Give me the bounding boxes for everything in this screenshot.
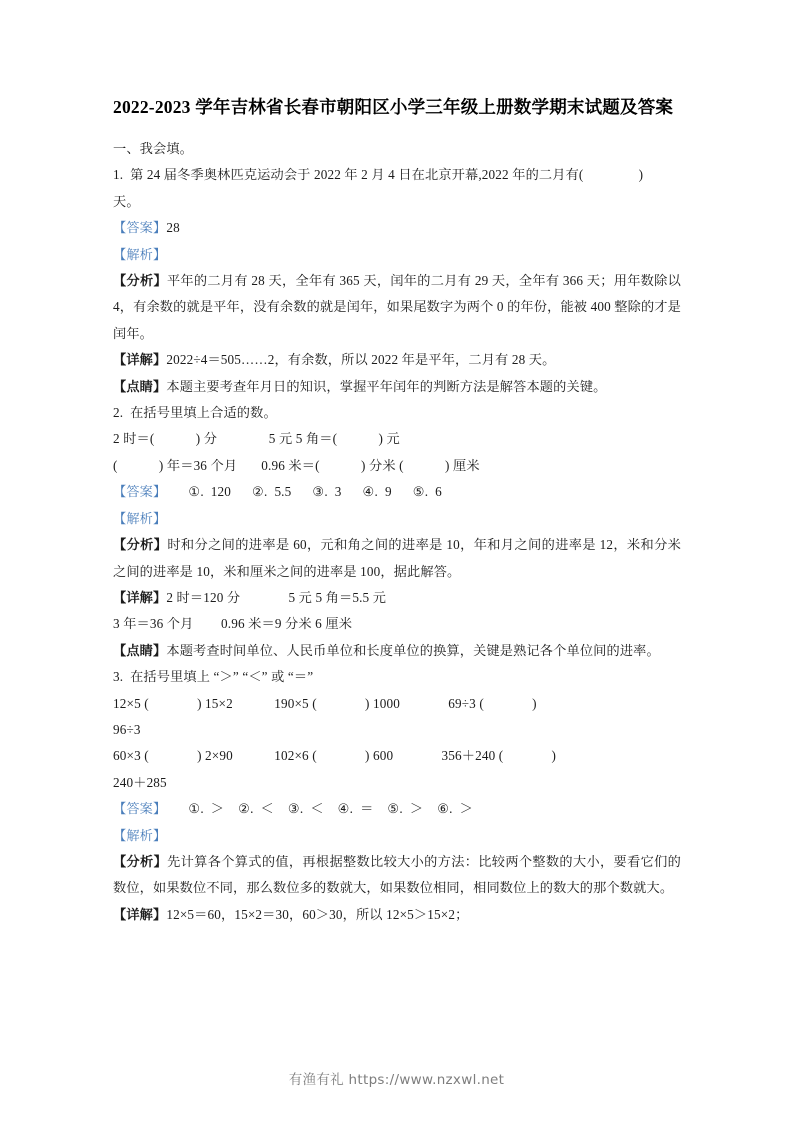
- q3-stem-line1: 3. 在括号里填上 “＞” “＜” 或 “＝”: [113, 669, 314, 685]
- q2-point-text: 本题考查时间单位、人民币单位和长度单位的换算，关键是熟记各个单位间的进率。: [166, 642, 660, 658]
- answer-label: 【答案】: [113, 220, 167, 236]
- analysis-block-label: 【解析】: [113, 827, 167, 843]
- q2-answer-1-value: 120: [210, 484, 232, 500]
- detail-label: 【详解】: [113, 906, 167, 922]
- point-label: 【点睛】: [113, 642, 167, 658]
- q3-answer-2-marker: ②.: [238, 801, 254, 817]
- q1-stem-line2: 天。: [113, 193, 140, 209]
- q3-compare-line4: 240＋285: [113, 774, 167, 790]
- q3-compare-line3: 60×3 ( ) 2×90 102×6 ( ) 600 356＋240 ( ): [113, 748, 557, 764]
- watermark: 有渔有礼 https://www.nzxwl.net: [288, 1072, 505, 1088]
- analysis-block-label: 【解析】: [113, 246, 167, 262]
- q2-answer-row: [113, 479, 681, 505]
- q3-answer-5-value: ＞: [409, 801, 424, 817]
- point-label: 【点睛】: [113, 378, 167, 394]
- q3-compare-line1: 12×5 ( ) 15×2 190×5 ( ) 1000 69÷3 ( ): [113, 695, 537, 711]
- q1-stem-line1: 1. 第 24 届冬季奥林匹克运动会于 2022 年 2 月 4 日在北京开幕,2022 年的二月有( ): [113, 167, 644, 183]
- q1-answer-row: [113, 215, 681, 241]
- q2-analysis-text: 时和分之间的进率是 60，元和角之间的进率是 10，年和月之间的进率是 12，米和分米之间的进率是 10，米和厘米之间的进率是 100，据此解答。: [113, 537, 681, 579]
- q3-analysis-text: 先计算各个算式的值，再根据整数比较大小的方法：比较两个整数的大小，要看它们的数位，如果数位不同，那么数位多的数就大，如果数位相同，相同数位上的数大的那个数就大。: [113, 853, 681, 896]
- q1-detail-row: [113, 347, 681, 373]
- q3-answer-6-value: ＞: [459, 801, 473, 817]
- q3-answer-3-marker: ③.: [287, 801, 304, 817]
- q2-answer-5-value: 6: [435, 484, 442, 500]
- q3-compare-line2: 96÷3: [113, 721, 141, 737]
- q1-point-row: [113, 374, 681, 400]
- q2-answer-2-marker: ②.: [252, 484, 268, 500]
- section-heading: 一、我会填。: [113, 141, 194, 156]
- q2-fill-line2: ( ) 年＝36 个月 0.96 米＝( ) 分米 ( ) 厘米: [113, 457, 480, 473]
- detail-label: 【详解】: [113, 589, 167, 605]
- q2-answer-2-value: 5.5: [274, 484, 292, 500]
- q3-answer-6-marker: ⑥.: [437, 801, 453, 817]
- q2-analysis-block-label: [113, 506, 681, 532]
- q3-answer-5-marker: ⑤.: [387, 801, 403, 817]
- q2-answer-3-marker: ③.: [312, 484, 328, 500]
- q2-answer-1-marker: ①.: [188, 484, 204, 500]
- q1-answer-value: 28: [166, 220, 180, 236]
- q2-stem-line1: 2. 在括号里填上合适的数。: [113, 405, 277, 421]
- q3-answer-2-value: ＜: [260, 801, 274, 817]
- q2-detail-line2: 3 年＝36 个月 0.96 米＝9 分米 6 厘米: [113, 616, 353, 632]
- analysis-label: 【分析】: [113, 273, 167, 289]
- q3-analysis-block-label: [113, 823, 681, 849]
- answer-label: 【答案】: [113, 801, 167, 817]
- q3-answer-1-value: ＞: [210, 801, 225, 817]
- q1-detail-text: 2022÷4＝505……2，有余数，所以 2022 年是平年，二月有 28 天。: [166, 352, 556, 368]
- answer-label: 【答案】: [113, 484, 167, 500]
- document-content: [113, 88, 681, 928]
- q2-answer-5-marker: ⑤.: [412, 484, 429, 500]
- q3-answer-row: [113, 796, 681, 822]
- q2-answer-4-value: 9: [384, 484, 392, 500]
- q1-analysis-row: [113, 268, 681, 347]
- q3-analysis-row: [113, 849, 681, 902]
- q3-answer-4-value: ＝: [360, 801, 374, 817]
- page-title: 2022-2023 学年吉林省长春市朝阳区小学三年级上册数学期末试题及答案: [113, 97, 674, 117]
- detail-label: 【详解】: [113, 352, 167, 368]
- q2-answer-4-marker: ④.: [362, 484, 378, 500]
- analysis-label: 【分析】: [113, 853, 168, 869]
- q3-answer-3-value: ＜: [310, 801, 324, 817]
- q2-fill-line1: 2 时＝( ) 分 5 元 5 角＝( ) 元: [113, 431, 400, 447]
- q2-detail-row: [113, 585, 681, 611]
- q3-answer-4-marker: ④.: [337, 801, 354, 817]
- q2-detail-line1: 2 时＝120 分 5 元 5 角＝5.5 元: [166, 589, 387, 605]
- q3-detail-row: [113, 902, 681, 928]
- q1-analysis-text: 平年的二月有 28 天，全年有 365 天，闰年的二月有 29 天，全年有 366 天；用年数除以 4，有余数的就是平年，没有余数的就是闰年，如果尾数字为两个 0 的年份，能被 400 整除的才是闰年。: [113, 273, 681, 341]
- q2-analysis-row: [113, 532, 681, 585]
- analysis-block-label: 【解析】: [113, 510, 167, 526]
- q1-analysis-block-label: [113, 242, 681, 268]
- q3-answer-1-marker: ①.: [188, 801, 204, 817]
- q2-answer-3-value: 3: [334, 484, 342, 500]
- q2-point-row: [113, 638, 681, 664]
- q1-point-text: 本题主要考查年月日的知识，掌握平年闰年的判断方法是解答本题的关键。: [166, 378, 607, 394]
- q3-detail-text: 12×5＝60，15×2＝30，60＞30，所以 12×5＞15×2；: [166, 906, 469, 922]
- analysis-label: 【分析】: [113, 537, 168, 553]
